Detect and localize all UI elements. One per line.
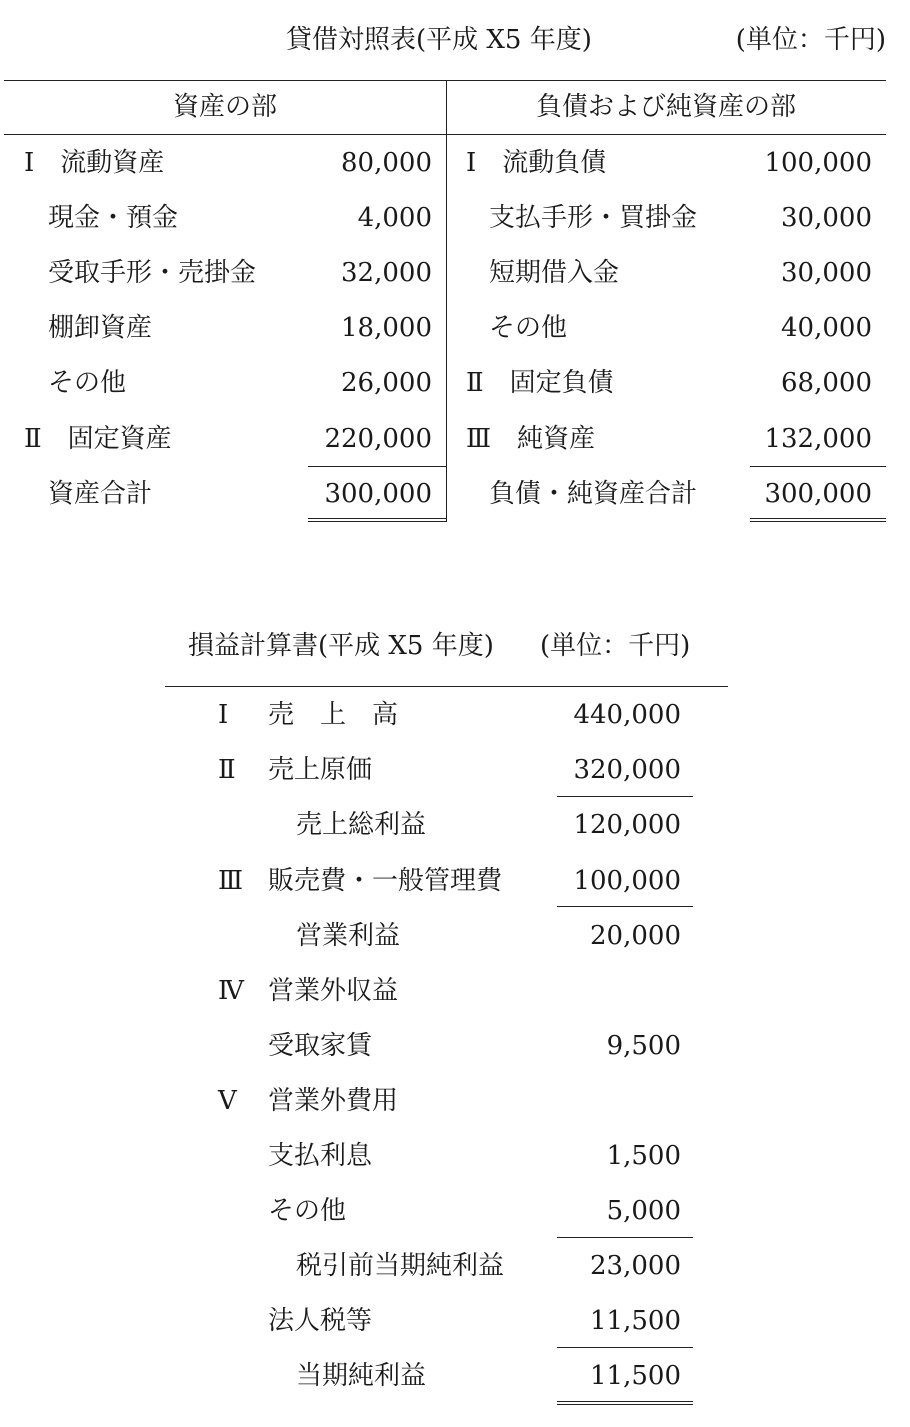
column-divider <box>446 80 447 522</box>
asset-label: 現金・預金 <box>48 203 179 233</box>
top-rule <box>4 80 886 81</box>
subtotal-rule <box>557 906 693 907</box>
row-numeral: Ⅱ <box>218 755 236 785</box>
subtotal-rule <box>308 466 446 467</box>
row-value: 100,000 <box>573 866 681 896</box>
balance-sheet-title: 貸借対照表(平成 X5 年度) <box>286 25 592 55</box>
row-label: 売上総利益 <box>296 810 427 840</box>
row-value: 23,000 <box>590 1251 681 1281</box>
row-label: 売 上 高 <box>268 700 399 730</box>
row-label: 受取家賃 <box>268 1031 373 1061</box>
row-value: 9,500 <box>606 1031 681 1061</box>
liabilities-header: 負債および純資産の部 <box>535 92 796 122</box>
row-label: その他 <box>268 1196 347 1226</box>
liability-value: 30,000 <box>781 203 872 233</box>
row-value: 11,500 <box>590 1306 681 1336</box>
top-rule <box>165 686 728 687</box>
balance-sheet-unit: (単位：千円) <box>735 25 886 55</box>
asset-label: 棚卸資産 <box>48 313 153 343</box>
subtotal-rule <box>750 466 886 467</box>
liability-total-label: 負債・純資産合計 <box>489 479 698 509</box>
total-double-rule <box>750 518 886 522</box>
asset-label: Ⅰ 流動資産 <box>24 148 165 178</box>
header-rule <box>4 134 886 135</box>
row-label: 営業外費用 <box>268 1086 399 1116</box>
liability-value: 100,000 <box>764 148 872 178</box>
liability-label: その他 <box>489 313 568 343</box>
row-label: 営業利益 <box>296 921 401 951</box>
row-numeral: Ⅴ <box>218 1086 237 1116</box>
asset-value: 32,000 <box>341 258 432 288</box>
row-label: 当期純利益 <box>296 1361 427 1391</box>
row-numeral: Ⅲ <box>218 866 244 896</box>
asset-value: 220,000 <box>324 424 432 454</box>
row-label: 売上原価 <box>268 755 373 785</box>
asset-label: その他 <box>48 368 127 398</box>
row-label: 法人税等 <box>268 1306 373 1336</box>
row-value: 120,000 <box>573 810 681 840</box>
asset-total-label: 資産合計 <box>48 479 153 509</box>
liability-value: 30,000 <box>781 258 872 288</box>
asset-value: 80,000 <box>341 148 432 178</box>
liability-label: 短期借入金 <box>489 258 620 288</box>
row-value: 5,000 <box>606 1196 681 1226</box>
row-value: 11,500 <box>590 1361 681 1391</box>
row-value: 1,500 <box>606 1141 681 1171</box>
liability-label: 支払手形・買掛金 <box>489 203 698 233</box>
row-value: 320,000 <box>573 755 681 785</box>
liability-label: Ⅰ 流動負債 <box>466 148 607 178</box>
row-label: 税引前当期純利益 <box>296 1251 505 1281</box>
liability-value: 40,000 <box>781 313 872 343</box>
income-statement-title: 損益計算書(平成 X5 年度) <box>188 631 494 661</box>
liability-value: 68,000 <box>781 368 872 398</box>
asset-label: 受取手形・売掛金 <box>48 258 257 288</box>
total-double-rule <box>308 518 446 522</box>
liability-label: Ⅲ 純資産 <box>466 424 596 454</box>
row-value: 20,000 <box>590 921 681 951</box>
row-numeral: Ⅳ <box>218 976 244 1006</box>
row-label: 営業外収益 <box>268 976 399 1006</box>
liability-value: 132,000 <box>764 424 872 454</box>
row-label: 販売費・一般管理費 <box>268 866 503 896</box>
subtotal-rule <box>557 1347 693 1348</box>
subtotal-rule <box>557 1237 693 1238</box>
total-double-rule <box>557 1401 693 1405</box>
row-numeral: Ⅰ <box>218 700 229 730</box>
assets-header: 資産の部 <box>172 92 277 122</box>
row-label: 支払利息 <box>268 1141 373 1171</box>
asset-value: 4,000 <box>357 203 432 233</box>
asset-label: Ⅱ 固定資産 <box>24 424 172 454</box>
liability-total-value: 300,000 <box>764 479 872 509</box>
asset-value: 26,000 <box>341 368 432 398</box>
subtotal-rule <box>557 796 693 797</box>
liability-label: Ⅱ 固定負債 <box>466 368 614 398</box>
row-value: 440,000 <box>573 700 681 730</box>
asset-total-value: 300,000 <box>324 479 432 509</box>
asset-value: 18,000 <box>341 313 432 343</box>
income-statement-unit: (単位：千円) <box>540 631 691 661</box>
